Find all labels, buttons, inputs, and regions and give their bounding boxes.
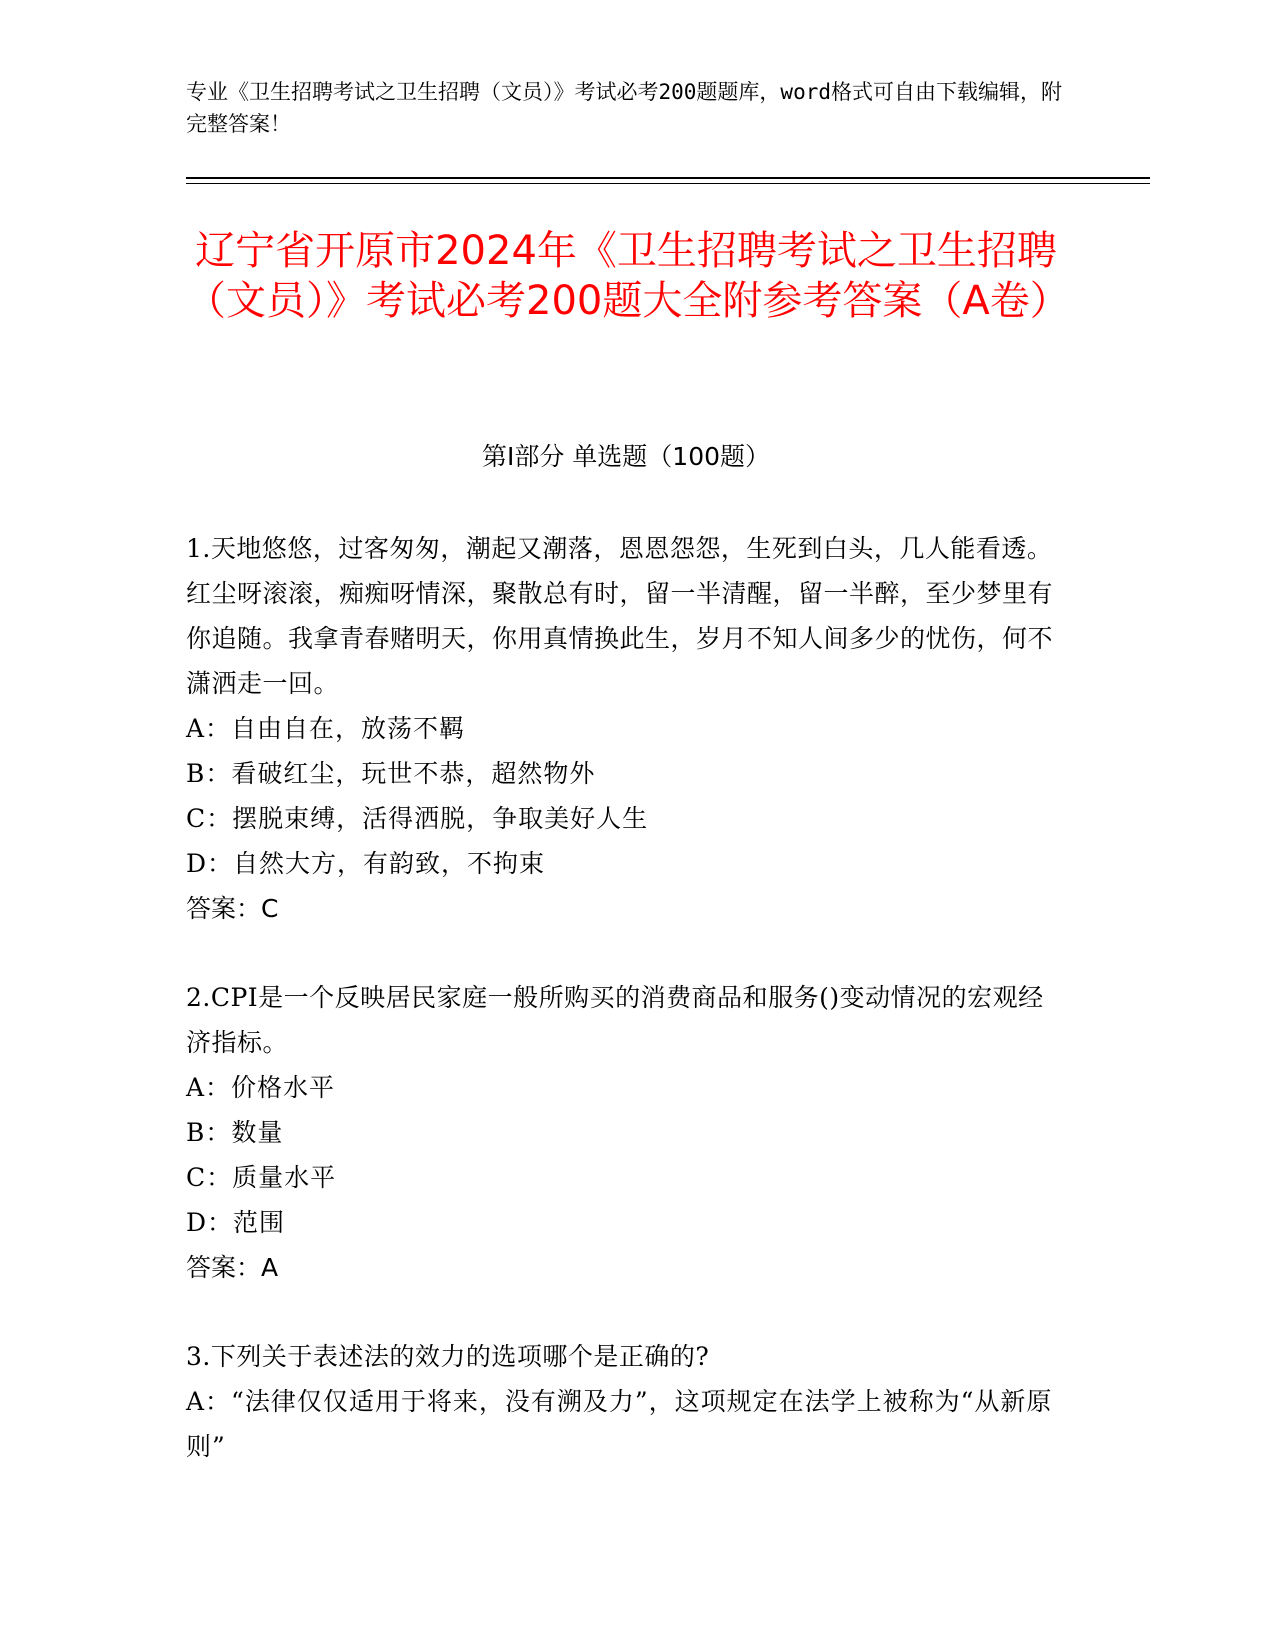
- header-note: 专业《卫生招聘考试之卫生招聘（文员）》考试必考200题题库，word格式可自由下载编辑，附完整答案！: [186, 80, 1062, 136]
- option-b: B：看破红尘，玩世不恭，超然物外: [186, 759, 596, 788]
- question-stem: 3.下列关于表述法的效力的选项哪个是正确的?: [186, 1342, 710, 1371]
- option-d: D：自然大方，有韵致，不拘束: [186, 849, 546, 878]
- option-d: D：范围: [186, 1208, 286, 1237]
- document-title: 辽宁省开原市2024年《卫生招聘考试之卫生招聘（文员）》考试必考200题大全附参考答案（A卷）: [186, 228, 1070, 324]
- section-title: 第I部分 单选题（100题）: [481, 442, 771, 471]
- option-a: A：“法律仅仅适用于将来，没有溯及力”，这项规定在法学上被称为“从新原则”: [186, 1387, 1053, 1461]
- answer: 答案：A: [186, 1253, 279, 1282]
- question-1: [186, 526, 1066, 931]
- header-rule-thick: [186, 177, 1150, 179]
- option-a: A：价格水平: [186, 1073, 336, 1102]
- question-stem: 2.CPI是一个反映居民家庭一般所购买的消费商品和服务()变动情况的宏观经济指标。: [186, 983, 1044, 1057]
- header-rule-thin: [186, 183, 1150, 184]
- question-2: [186, 975, 1066, 1290]
- question-3: [186, 1334, 1066, 1469]
- option-c: C：摆脱束缚，活得洒脱，争取美好人生: [186, 804, 649, 833]
- option-b: B：数量: [186, 1118, 284, 1147]
- option-a: A：自由自在，放荡不羁: [186, 714, 466, 743]
- question-stem: 1.天地悠悠，过客匆匆，潮起又潮落，恩恩怨怨，生死到白头，几人能看透。红尘呀滚滚，痴痴呀情深，聚散总有时，留一半清醒，留一半醉，至少梦里有你追随。我拿青春赌明天，你用真情换此生，岁月不知人间多少的忧伤，何不潇洒走一回。: [186, 534, 1054, 698]
- option-c: C：质量水平: [186, 1163, 337, 1192]
- answer: 答案：C: [186, 894, 279, 923]
